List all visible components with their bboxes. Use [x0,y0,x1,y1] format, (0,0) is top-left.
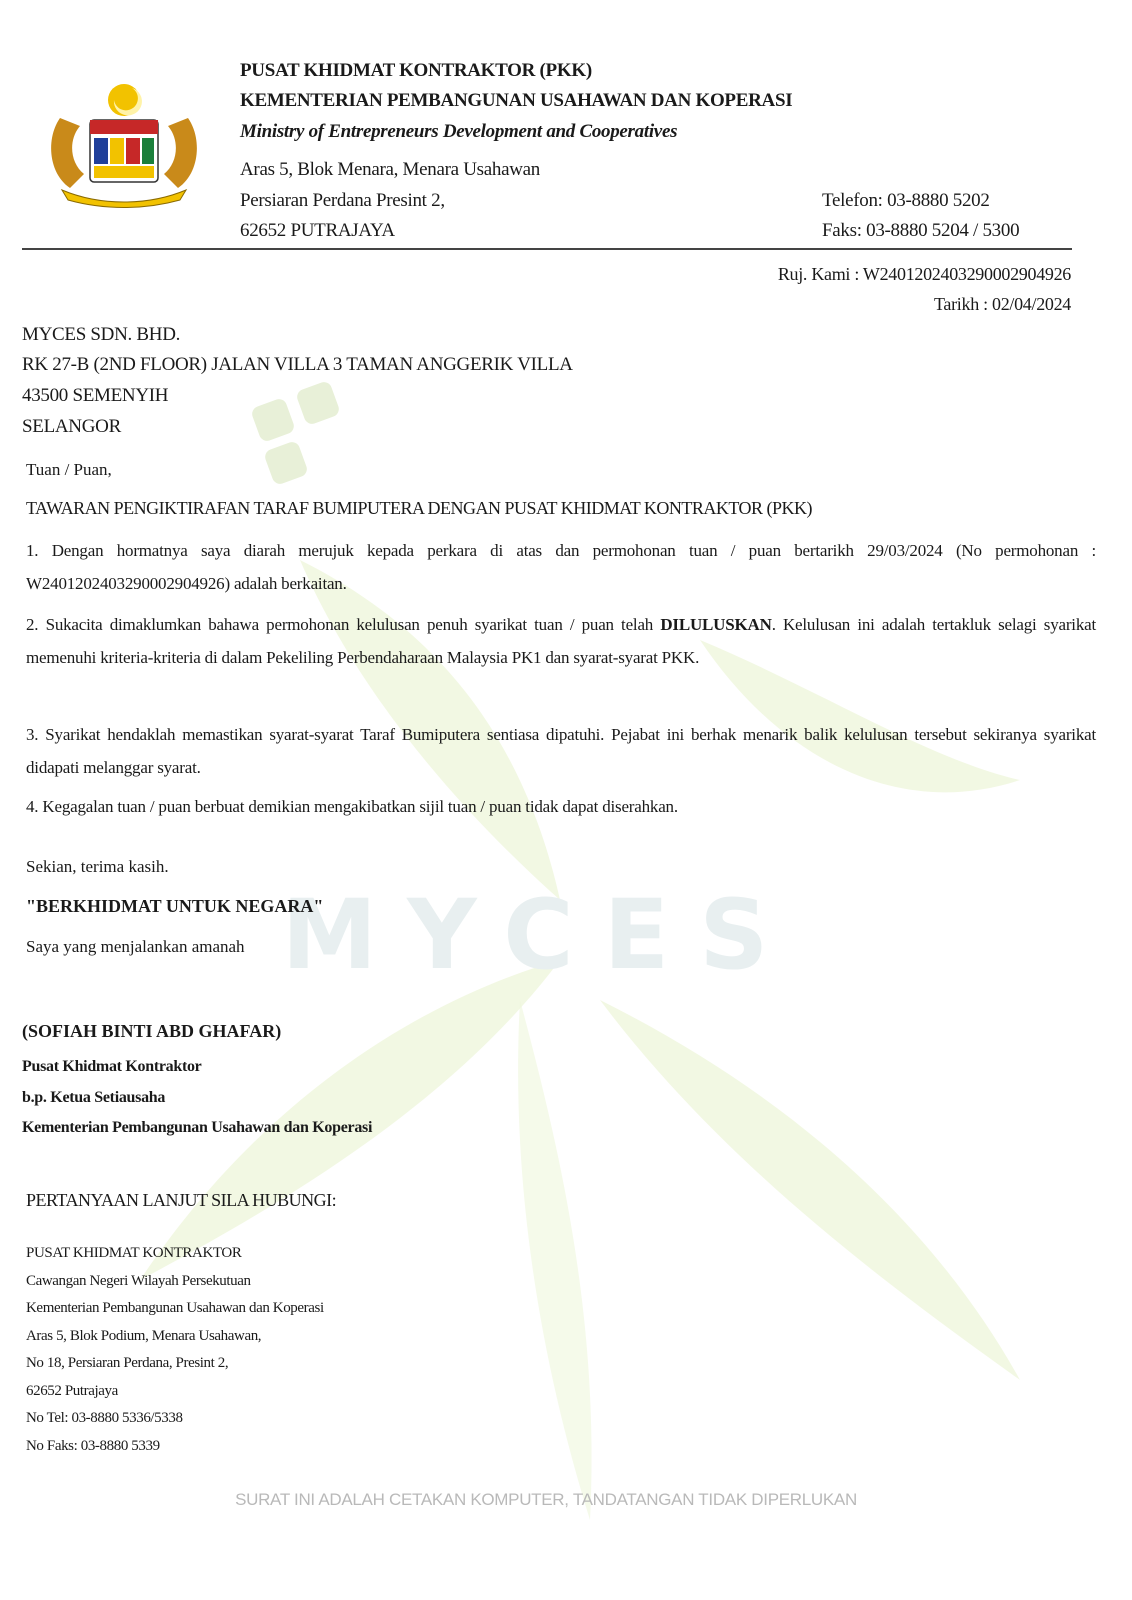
closing-trust: Saya yang menjalankan amanah [26,937,245,956]
contact-line: Cawangan Negeri Wilayah Persekutuan [26,1272,251,1289]
signatory-office: Pusat Khidmat Kontraktor [22,1058,202,1075]
signatory-title: b.p. Ketua Setiausaha [22,1089,166,1106]
motto: "BERKHIDMAT UNTUK NEGARA" [26,896,324,916]
letter-date: Tarikh : 02/04/2024 [933,294,1071,314]
contact-line: No 18, Persiaran Perdana, Presint 2, [26,1355,229,1371]
contact-heading: PERTANYAAN LANJUT SILA HUBUNGI: [26,1190,337,1210]
approval-status: DILULUSKAN [660,615,772,634]
header-divider [22,248,1072,250]
org-name: PUSAT KHIDMAT KONTRAKTOR (PKK) [240,60,592,81]
contact-line: Kementerian Pembangunan Usahawan dan Koperasi [26,1300,324,1316]
computer-generated-note: SURAT INI ADALAH CETAKAN KOMPUTER, TANDATANGAN TIDAK DIPERLUKAN [235,1490,857,1509]
telephone: Telefon: 03-8880 5202 [822,190,990,211]
contact-line: No Faks: 03-8880 5339 [26,1437,160,1454]
reference-number: Ruj. Kami : W240120240329000290492​6 [777,264,1071,284]
contact-line: Aras 5, Blok Podium, Menara Usahawan, [26,1327,262,1344]
salutation: Tuan / Puan, [26,460,112,479]
recipient-name: MYCES SDN. BHD. [22,324,181,345]
paragraph-1: 1. Dengan hormatnya saya diarah merujuk kepada perkara di atas dan permohonan tuan / puan bertarikh 29/03/2024 (No permohonan : W2401202403290002904926) adalah berkaitan. [26,541,1096,593]
watermark-text: MYCES [281,879,799,991]
address-line-1: Aras 5, Blok Menara, Menara Usahawan [240,159,540,180]
closing-thanks: Sekian, terima kasih. [26,857,169,876]
paragraph-4: 4. Kegagalan tuan / puan berbuat demikian mengakibatkan sijil tuan / puan tidak dapat diserahkan. [26,797,678,816]
paragraph-2-text: 2. Sukacita dimaklumkan bahawa permohonan kelulusan penuh syarikat tuan / puan telah [26,615,661,634]
fax: Faks: 03-8880 5204 / 5300 [822,220,1020,241]
paragraph-3: 3. Syarikat hendaklah memastikan syarat-syarat Taraf Bumiputera sentiasa dipatuhi. Pejabat ini berhak menarik balik kelulusan tersebut sekiranya syarikat didapati melanggar syarat. [26,725,1096,777]
recipient-address-1: RK 27-B (2ND FLOOR) JALAN VILLA 3 TAMAN ANGGERIK VILLA [22,354,573,375]
address-line-2: Persiaran Perdana Presint 2, [240,190,445,211]
ministry-name: KEMENTERIAN PEMBANGUNAN USAHAWAN DAN KOPERASI [240,90,793,111]
signatory-ministry: Kementerian Pembangunan Usahawan dan Koperasi [22,1119,373,1136]
contact-line: PUSAT KHIDMAT KONTRAKTOR [26,1245,242,1261]
recipient-address-3: SELANGOR [22,416,121,437]
recipient-address-2: 43500 SEMENYIH [22,385,169,406]
address-line-3: 62652 PUTRAJAYA [240,220,395,241]
paragraph-2 [26,608,1096,674]
contact-line: 62652 Putrajaya [26,1382,118,1399]
paragraph-2-text-end: . Kelulusan ini adalah tertakluk selagi syarikat memenuhi kriteria-kriteria di dalam Pekeliling Perbendaharaan Malaysia PK1 dan syarat-syarat PKK. [26,615,1096,667]
coat-of-arms-icon [40,78,208,210]
subject-line: TAWARAN PENGIKTIRAFAN TARAF BUMIPUTERA DENGAN PUSAT KHIDMAT KONTRAKTOR (PKK) [26,498,813,518]
ministry-name-english: Ministry of Entrepreneurs Development and Cooperatives [240,121,678,142]
signatory-name: (SOFIAH BINTI ABD GHAFAR) [22,1021,282,1041]
contact-line: No Tel: 03-8880 5336/5338 [26,1410,183,1426]
contact-block [26,1240,324,1460]
